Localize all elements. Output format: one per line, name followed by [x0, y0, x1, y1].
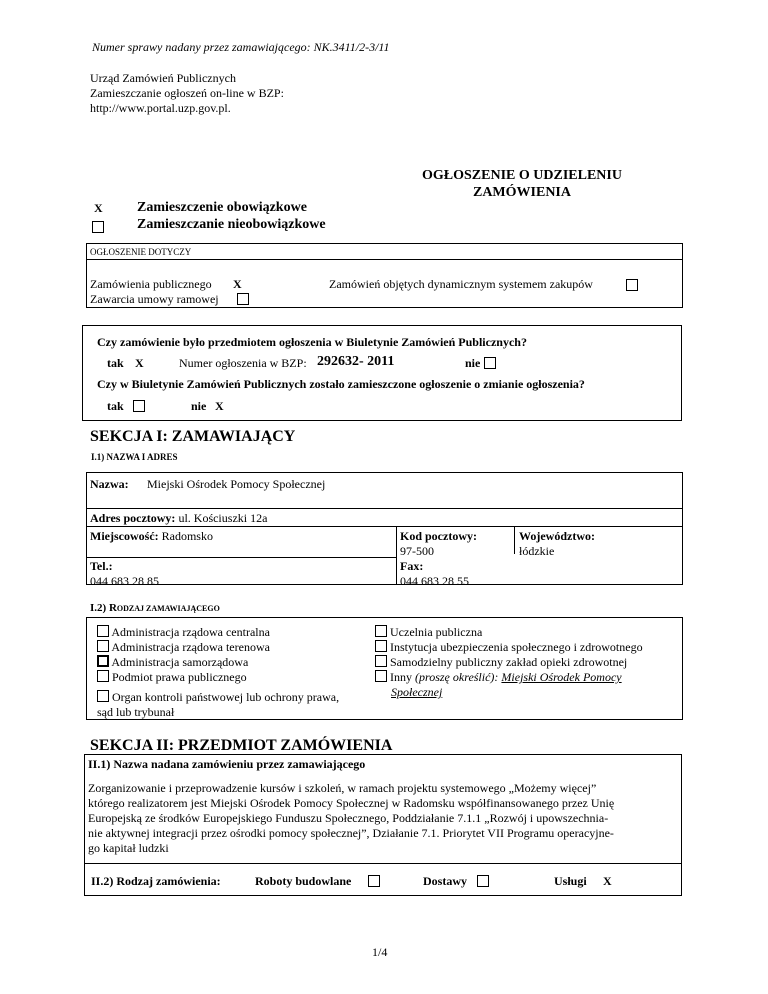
bzp-no-label: nie — [465, 356, 481, 370]
office-line-2: Zamieszczanie ogłoszeń on-line w BZP: — [90, 86, 284, 100]
framework-checkbox[interactable] — [237, 293, 249, 305]
bzp-no2-mark[interactable]: X — [215, 399, 224, 413]
section-1-sub-2: I.2) RODZAJ ZAMAWIAJĄCEGO — [90, 602, 220, 614]
title-line-2: ZAMÓWIENIA — [472, 185, 571, 200]
contracting-type-box — [86, 617, 683, 720]
optional-label: Zamieszczanie nieobowiązkowe — [137, 217, 326, 232]
optional-checkbox[interactable] — [92, 221, 104, 233]
dynamic-checkbox[interactable] — [626, 279, 638, 291]
fax-label: Fax: — [400, 559, 424, 573]
fax-value: 044 683 28 55 — [400, 574, 469, 588]
bzp-yes-mark[interactable]: X — [135, 356, 144, 370]
concerns-box — [86, 243, 683, 308]
framework-label: Zawarcia umowy ramowej — [90, 292, 219, 306]
bzp-question-2: Czy w Biuletynie Zamówień Publicznych zostało zamieszczone ogłoszenie o zmianie ogłoszenia? — [97, 377, 585, 391]
works-checkbox[interactable] — [368, 875, 380, 887]
city-value: Radomsko — [161, 529, 213, 543]
bzp-yes2-label: tak — [107, 399, 124, 413]
tel-label: Tel.: — [90, 559, 113, 573]
type-option-other[interactable]: Inny (proszę określić): Miejski Ośrodek Pomocy — [375, 670, 643, 685]
type-option-control[interactable]: Organ kontroli państwowej lub ochrony prawa, sąd lub trybunał — [97, 690, 340, 719]
case-number: Numer sprawy nadany przez zamawiającego: NK.3411/2-3/11 — [92, 40, 390, 54]
voivodeship-value: łódzkie — [519, 544, 555, 558]
supplies-label: Dostawy — [423, 874, 467, 888]
services-label: Usługi — [554, 874, 587, 888]
address-table — [86, 472, 683, 588]
types-right — [375, 625, 643, 700]
section-1-sub-1: I.1) NAZWA I ADRES — [91, 452, 178, 462]
name-label: Nazwa: — [90, 477, 129, 491]
type-option[interactable]: Administracja rządowa centralna — [97, 625, 270, 640]
type-option[interactable]: Samodzielny publiczny zakład opieki zdrowotnej — [375, 655, 643, 670]
type-option[interactable]: Administracja rządowa terenowa — [97, 640, 270, 655]
order-description: Zorganizowanie i przeprowadzenie kursów i szkoleń, w ramach projektu systemowego „Możemy więcej” którego realizatorem jest Miejski Ośrodek Pomocy Społecznej w Radomsku współfinansowanego przez Unię Europejską ze środków Europejskiego Funduszu Społecznego, Poddziałanie 7.1.1 „Rozwój i upowszechnia- nie aktywnej integracji przez ośrodki pomocy społecznej”, Działanie 7.1. Priorytet VII Programu operacyjne- go kapitał ludzki — [88, 781, 615, 855]
bzp-no-checkbox[interactable] — [484, 357, 496, 369]
concerns-heading: OGŁOSZENIE DOTYCZY — [90, 247, 192, 257]
public-order-label: Zamówienia publicznego — [90, 277, 212, 291]
postal-label: Kod pocztowy: — [400, 529, 477, 543]
section-2-title: SEKCJA II: PRZEDMIOT ZAMÓWIENIA — [90, 737, 393, 754]
bzp-yes2-checkbox[interactable] — [133, 400, 145, 412]
voivodeship-label: Województwo: — [519, 529, 595, 543]
type-option[interactable]: Instytucja ubezpieczenia społecznego i zdrowotnego — [375, 640, 643, 655]
order-name-box — [84, 754, 682, 864]
section-1-title: SEKCJA I: ZAMAWIAJĄCY — [90, 428, 296, 445]
type-option[interactable]: Uczelnia publiczna — [375, 625, 643, 640]
types-left — [97, 625, 270, 685]
type-option[interactable]: Administracja samorządowa — [97, 655, 270, 670]
mandatory-label: Zamieszczenie obowiązkowe — [137, 200, 307, 215]
bzp-number-value: 292632- 2011 — [317, 354, 395, 369]
other-value-2: Społecznej — [391, 685, 443, 699]
bzp-question-1: Czy zamówienie było przedmiotem ogłoszenia w Biuletynie Zamówień Publicznych? — [97, 335, 527, 349]
order-name-heading: II.1) Nazwa nadana zamówieniu przez zamawiającego — [88, 757, 366, 771]
office-line-3: http://www.portal.uzp.gov.pl. — [90, 101, 231, 115]
bzp-box — [82, 325, 682, 421]
office-info — [90, 71, 284, 116]
type-option[interactable]: Podmiot prawa publicznego — [97, 670, 270, 685]
public-order-mark[interactable]: X — [233, 277, 242, 291]
office-line-1: Urząd Zamówień Publicznych — [90, 71, 236, 85]
dynamic-label: Zamówień objętych dynamicznym systemem zakupów — [329, 277, 593, 291]
tel-value: 044 683 28 85 — [90, 574, 159, 588]
address-value: ul. Kościuszki 12a — [178, 511, 268, 525]
bzp-number-label: Numer ogłoszenia w BZP: — [179, 356, 307, 370]
page-number: 1/4 — [372, 945, 388, 959]
bzp-no2-label: nie — [191, 399, 207, 413]
order-type-label: II.2) Rodzaj zamówienia: — [91, 874, 221, 888]
works-label: Roboty budowlane — [255, 874, 352, 888]
page-title — [380, 167, 664, 201]
address-label: Adres pocztowy: — [90, 511, 176, 525]
city-label: Miejscowość: — [90, 529, 159, 543]
title-line-1: OGŁOSZENIE O UDZIELENIU — [422, 168, 622, 183]
mandatory-mark[interactable]: X — [94, 201, 103, 215]
supplies-checkbox[interactable] — [477, 875, 489, 887]
postal-value: 97-500 — [400, 544, 434, 558]
bzp-yes-label: tak — [107, 356, 124, 370]
name-value: Miejski Ośrodek Pomocy Społecznej — [147, 477, 326, 491]
services-mark[interactable]: X — [603, 874, 612, 888]
order-type-box — [84, 864, 682, 896]
other-value: Miejski Ośrodek Pomocy — [501, 670, 622, 684]
